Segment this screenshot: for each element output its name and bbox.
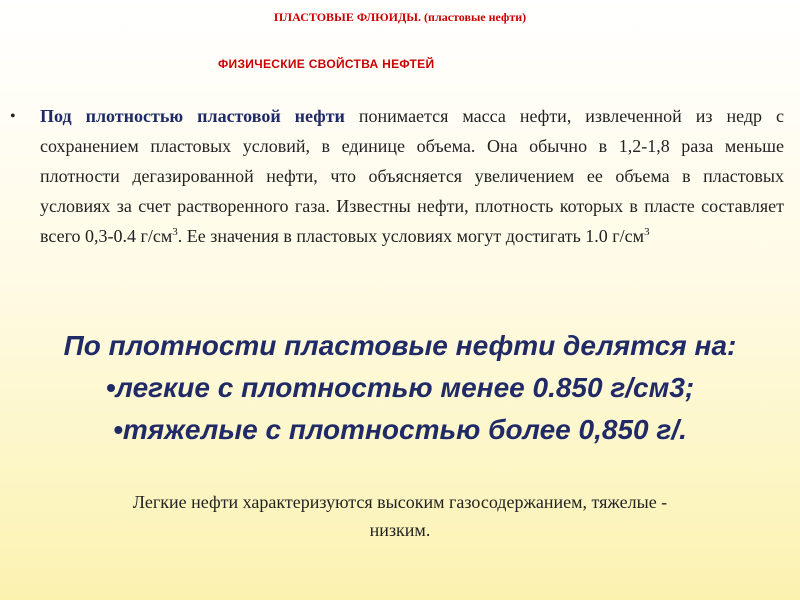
paragraph-lead: Под плотностью пластовой нефти	[40, 106, 345, 126]
superscript-2: 3	[644, 226, 650, 238]
density-paragraph	[40, 101, 784, 251]
paragraph-bullet: •	[10, 108, 16, 125]
section-subtitle: ФИЗИЧЕСКИЕ СВОЙСТВА НЕФТЕЙ	[218, 57, 435, 71]
note-line-2: низким.	[369, 520, 431, 540]
superscript-1: 3	[172, 226, 178, 238]
classification-heavy: •тяжелые с плотностью более 0,850 г/.	[113, 414, 687, 445]
classification-heading: По плотности пластовые нефти делятся на:	[63, 330, 737, 361]
note-line-1: Легкие нефти характеризуются высоким газосодержанием, тяжелые -	[132, 492, 668, 512]
paragraph-text-1: понимается масса нефти, извлеченной из недр с сохранением пластовых условий, в единице объема. Она обычно в 1,2-1,8 раза меньше плотности дегазированной нефти, что объясняется увеличением ее объема в пластовых условиях за счет растворенного газа. Известны нефти, плотность которых в пласте составляет всего 0,3-0.4 г/см	[40, 106, 784, 246]
classification-light: •легкие с плотностью менее 0.850 г/см3;	[105, 372, 695, 403]
paragraph-text-2: . Ее значения в пластовых условиях могут достигать 1.0 г/см	[177, 226, 645, 246]
gas-content-note	[0, 488, 800, 544]
slide-title: ПЛАСТОВЫЕ ФЛЮИДЫ. (пластовые нефти)	[273, 10, 527, 24]
